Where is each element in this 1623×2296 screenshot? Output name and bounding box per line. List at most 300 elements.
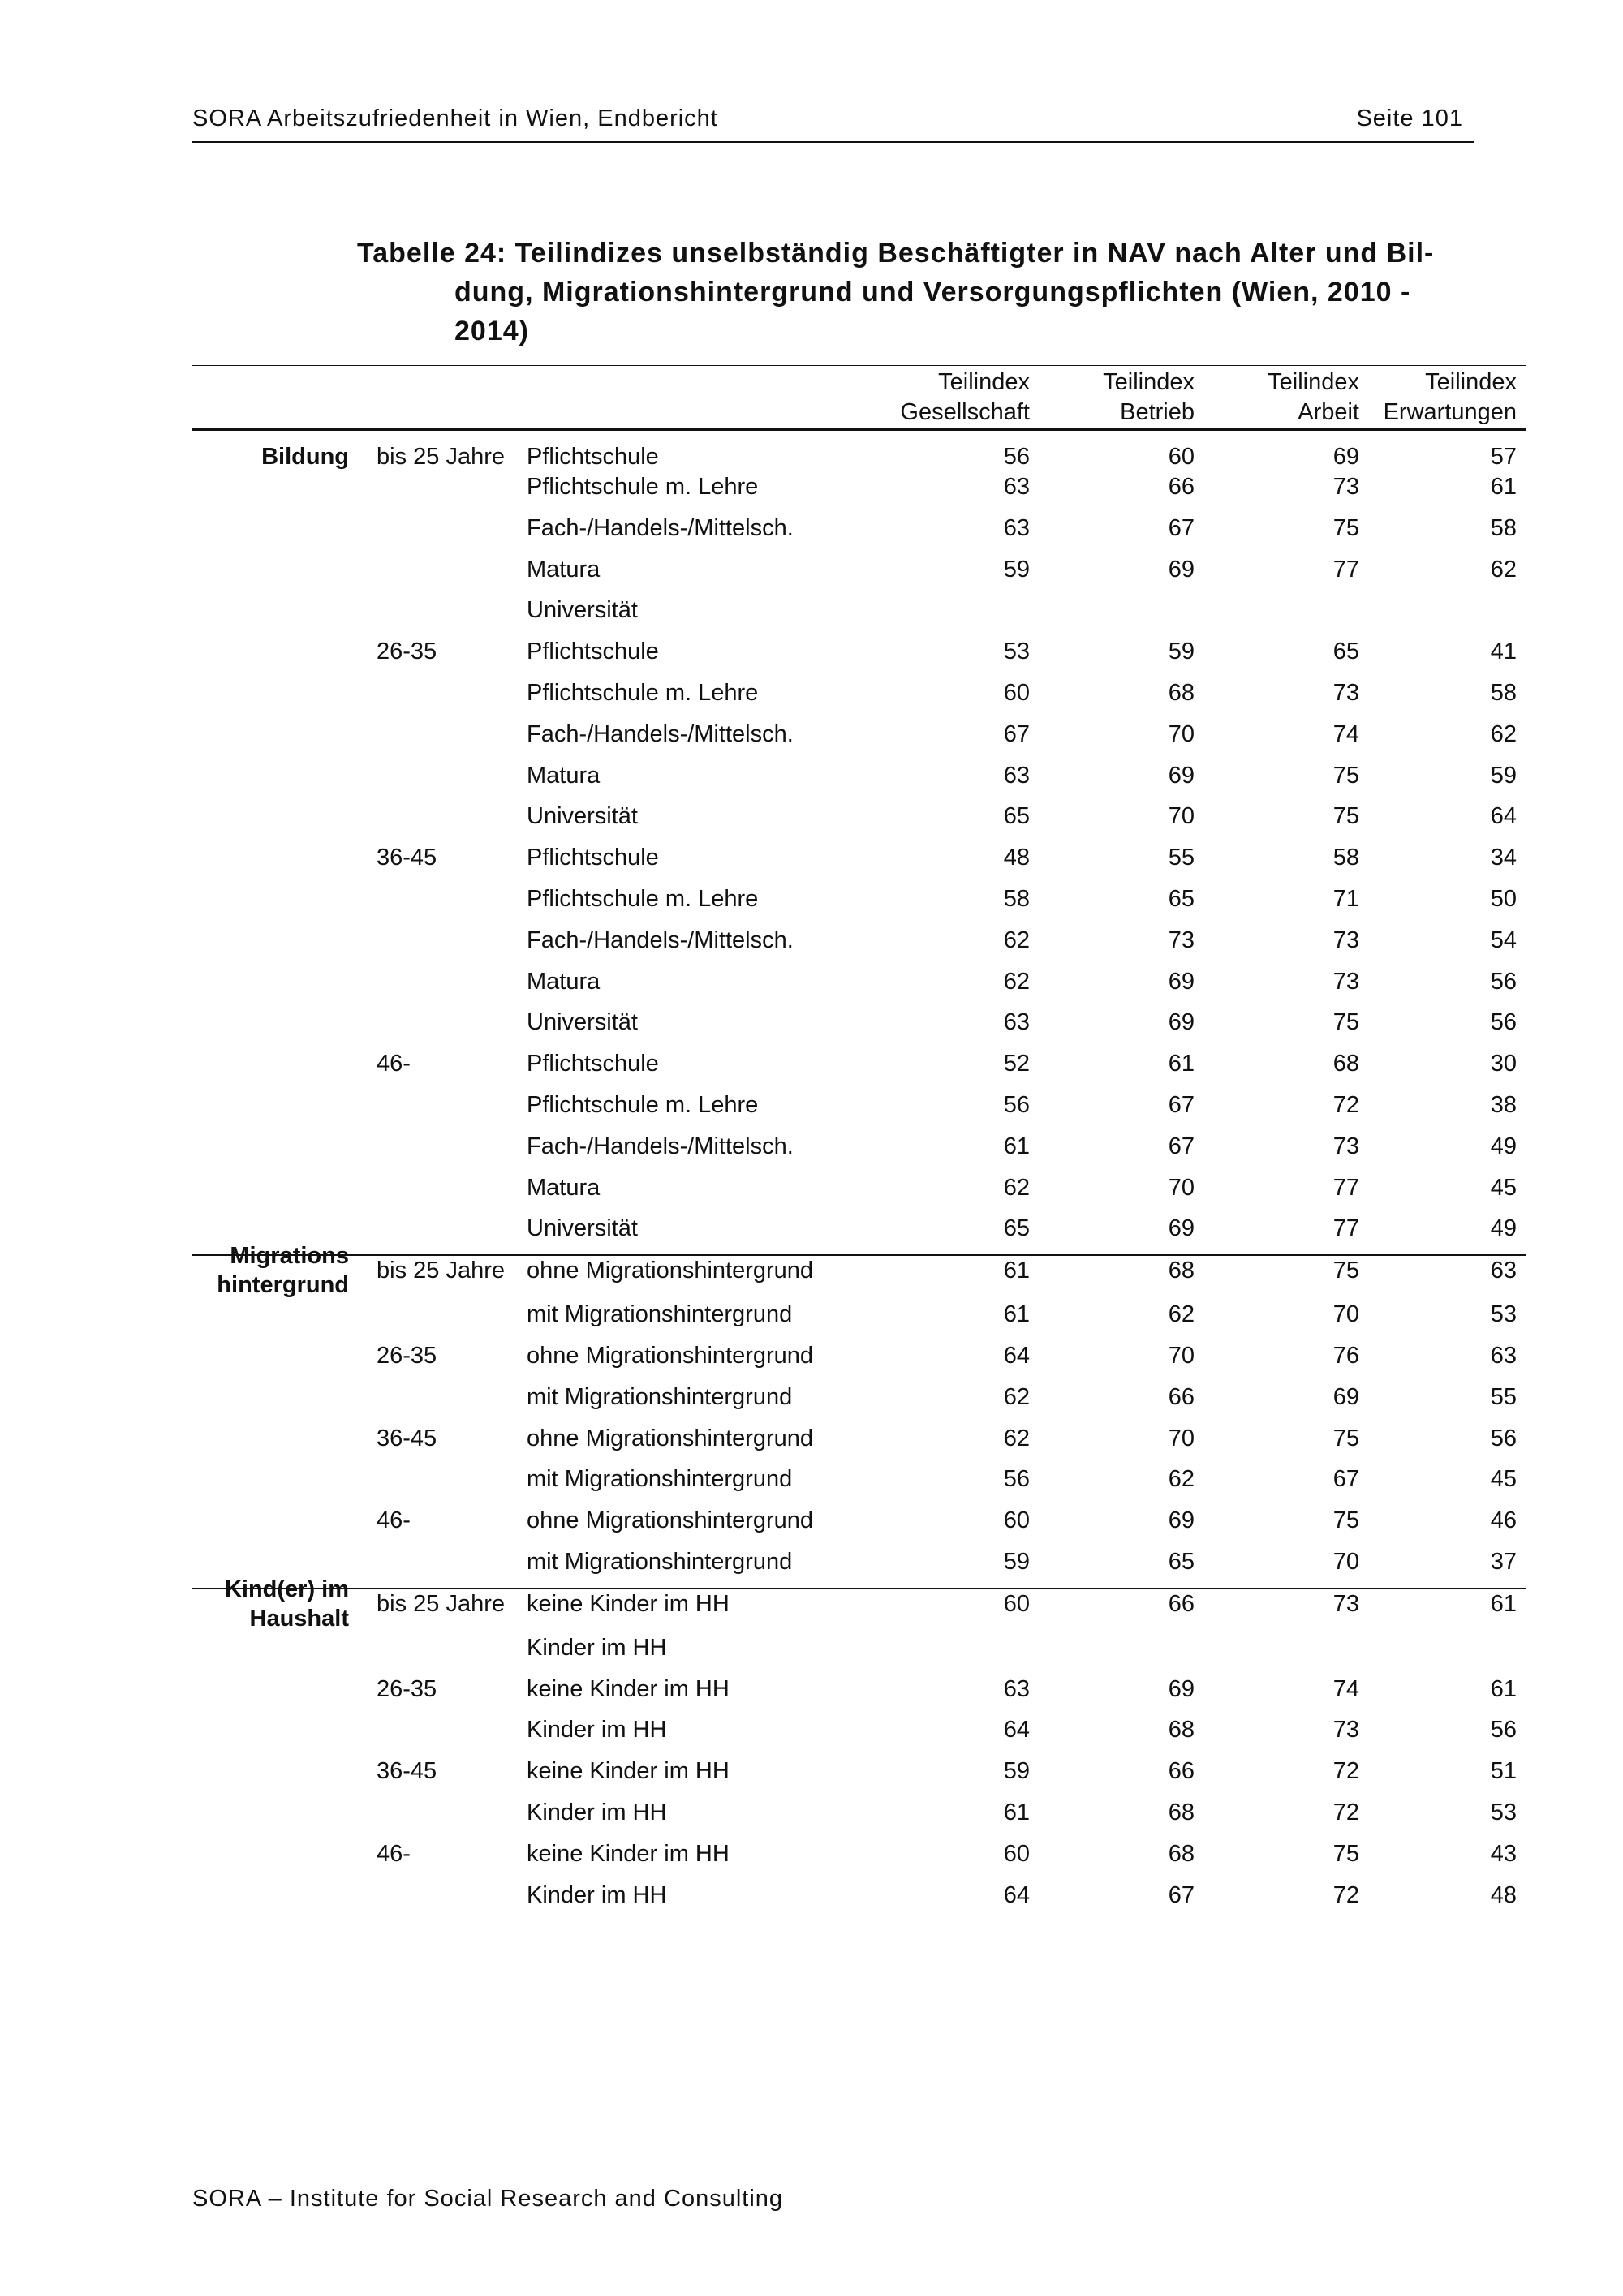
- value-gesellschaft: 56: [1003, 444, 1030, 470]
- value-erwartungen: 61: [1490, 1675, 1517, 1702]
- value-arbeit: 77: [1332, 556, 1359, 583]
- value-betrieb: 70: [1168, 1174, 1195, 1201]
- value-gesellschaft: 63: [1003, 474, 1030, 500]
- age-group: [359, 1008, 527, 1049]
- value-betrieb: 62: [1168, 1301, 1195, 1328]
- value-erwartungen: 53: [1490, 1301, 1517, 1328]
- value-betrieb: 69: [1168, 762, 1195, 789]
- group-label: Kind(er) im Haushalt: [224, 1576, 349, 1632]
- value-betrieb: 66: [1168, 1590, 1195, 1617]
- category-label: Kinder im HH: [527, 1881, 667, 1908]
- age-group: [359, 1547, 527, 1589]
- group-label: [192, 1173, 359, 1215]
- value-betrieb: 59: [1168, 638, 1195, 665]
- value-erwartungen: 56: [1490, 1009, 1517, 1036]
- value-erwartungen: 45: [1490, 1174, 1517, 1201]
- value-gesellschaft: 62: [1003, 968, 1030, 995]
- value-betrieb: 69: [1168, 1675, 1195, 1702]
- category-label: Matura: [527, 762, 601, 789]
- caption-line-1: Tabelle 24: Teilindizes unselbständig Beschäftigter in NAV nach Alter und Bil-: [357, 238, 1435, 269]
- value-betrieb: 70: [1168, 803, 1195, 830]
- value-arbeit: 75: [1332, 1840, 1359, 1867]
- table-row: [192, 1839, 1526, 1881]
- value-arbeit: 75: [1332, 1507, 1359, 1534]
- value-arbeit: 58: [1332, 845, 1359, 871]
- table-row: [192, 1341, 1526, 1382]
- group-label: [192, 761, 359, 802]
- table-row: [192, 595, 1526, 637]
- category-label: Pflichtschule: [527, 845, 659, 871]
- table-row: [192, 1589, 1526, 1633]
- value-gesellschaft: 63: [1003, 1009, 1030, 1036]
- value-arbeit: 75: [1332, 1258, 1359, 1284]
- group-label: [192, 1633, 359, 1675]
- value-betrieb: 62: [1168, 1466, 1195, 1493]
- category-label: ohne Migrationshintergrund: [527, 1425, 814, 1451]
- section-bildung: [192, 430, 1526, 1256]
- page-footer: SORA – Institute for Social Research and Consulting: [192, 2186, 784, 2212]
- table-row: [192, 1090, 1526, 1132]
- value-betrieb: 68: [1168, 679, 1195, 706]
- value-gesellschaft: 64: [1003, 1881, 1030, 1908]
- group-label: [192, 1341, 359, 1382]
- table-row: [192, 1382, 1526, 1424]
- value-gesellschaft: 60: [1003, 679, 1030, 706]
- age-group: [359, 1382, 527, 1424]
- value-arbeit: 75: [1332, 514, 1359, 541]
- age-group: 26-35: [377, 1675, 437, 1702]
- category-label: keine Kinder im HH: [527, 1675, 730, 1702]
- group-label: [192, 802, 359, 843]
- group-label: [192, 884, 359, 926]
- group-label: [192, 1464, 359, 1506]
- table-row: [192, 843, 1526, 884]
- value-erwartungen: 63: [1490, 1342, 1517, 1369]
- age-group: [359, 1300, 527, 1341]
- age-group: [359, 720, 527, 761]
- value-gesellschaft: 65: [877, 1214, 1040, 1255]
- category-label: Pflichtschule: [527, 1051, 659, 1077]
- category-label: Matura: [527, 968, 601, 995]
- category-label: mit Migrationshintergrund: [527, 1547, 877, 1589]
- value-arbeit: 73: [1332, 927, 1359, 953]
- value-erwartungen: 64: [1490, 803, 1517, 830]
- category-label: Fach-/Handels-/Mittelsch.: [527, 720, 794, 747]
- table-row: [192, 555, 1526, 596]
- value-arbeit: 75: [1332, 762, 1359, 789]
- table-row: [192, 1008, 1526, 1049]
- table-header: [192, 366, 1526, 430]
- value-gesellschaft: 53: [1003, 638, 1030, 665]
- age-group: [359, 595, 527, 637]
- table-row: [192, 761, 1526, 802]
- table-row: [192, 884, 1526, 926]
- teilindizes-table: [192, 365, 1526, 1921]
- group-label: Bildung: [261, 444, 349, 470]
- group-label: [192, 1715, 359, 1756]
- value-arbeit: 69: [1332, 444, 1359, 470]
- table-row: [192, 1675, 1526, 1716]
- value-erwartungen: [1369, 1633, 1526, 1675]
- age-group: 36-45: [377, 845, 437, 871]
- value-erwartungen: 56: [1490, 968, 1517, 995]
- value-betrieb: [1040, 595, 1204, 637]
- section-kinder-im-haushalt: [192, 1576, 1526, 1922]
- value-arbeit: 72: [1332, 1799, 1359, 1825]
- table-row: [192, 678, 1526, 720]
- table-row: [192, 802, 1526, 843]
- age-group: [359, 472, 527, 514]
- category-label: Pflichtschule m. Lehre: [527, 885, 759, 912]
- value-erwartungen: 30: [1490, 1051, 1517, 1077]
- table-row: [192, 1424, 1526, 1465]
- value-arbeit: 73: [1332, 679, 1359, 706]
- value-gesellschaft: 48: [1003, 845, 1030, 871]
- value-betrieb: 67: [1168, 1881, 1195, 1908]
- value-gesellschaft: 62: [1003, 1425, 1030, 1451]
- table-row: [192, 1633, 1526, 1675]
- value-betrieb: 66: [1168, 1383, 1195, 1410]
- value-betrieb: 69: [1168, 968, 1195, 995]
- value-arbeit: 75: [1332, 803, 1359, 830]
- caption-line-2: dung, Migrationshintergrund und Versorgungspflichten (Wien, 2010 -: [454, 277, 1411, 307]
- value-erwartungen: 55: [1490, 1383, 1517, 1410]
- table-row: [192, 1798, 1526, 1839]
- category-label: Universität: [527, 597, 638, 624]
- table-row: [192, 1756, 1526, 1798]
- value-gesellschaft: 61: [1003, 1258, 1030, 1284]
- value-gesellschaft: 61: [1003, 1301, 1030, 1328]
- value-gesellschaft: 62: [1003, 1383, 1030, 1410]
- value-erwartungen: 38: [1490, 1091, 1517, 1118]
- value-arbeit: [1204, 1633, 1369, 1675]
- category-label: keine Kinder im HH: [527, 1758, 730, 1785]
- age-group: [359, 967, 527, 1008]
- category-label: Fach-/Handels-/Mittelsch.: [527, 514, 794, 541]
- value-arbeit: 72: [1332, 1881, 1359, 1908]
- category-label: ohne Migrationshintergrund: [527, 1342, 814, 1369]
- value-gesellschaft: 59: [1003, 1758, 1030, 1785]
- age-group: [359, 555, 527, 596]
- value-arbeit: 65: [1332, 638, 1359, 665]
- value-gesellschaft: 60: [1003, 1840, 1030, 1867]
- page-number: Seite 101: [1356, 105, 1463, 131]
- category-label: Pflichtschule: [527, 638, 659, 665]
- category-label: Pflichtschule m. Lehre: [527, 679, 759, 706]
- value-betrieb: 66: [1168, 474, 1195, 500]
- value-arbeit: 75: [1332, 1425, 1359, 1451]
- age-group: 26-35: [377, 1342, 437, 1369]
- value-arbeit: 73: [1332, 1590, 1359, 1617]
- value-arbeit: 73: [1332, 1717, 1359, 1743]
- value-erwartungen: 54: [1490, 927, 1517, 953]
- group-label: [192, 1839, 359, 1881]
- table-row: [192, 514, 1526, 555]
- value-betrieb: 65: [1168, 885, 1195, 912]
- header-blank: [527, 366, 877, 430]
- value-betrieb: 61: [1168, 1051, 1195, 1077]
- value-erwartungen: 50: [1490, 885, 1517, 912]
- category-label: Universität: [527, 1009, 638, 1036]
- value-erwartungen: [1369, 595, 1526, 637]
- value-gesellschaft: 56: [1003, 1466, 1030, 1493]
- group-label: [192, 720, 359, 761]
- header-blank: [192, 366, 359, 430]
- category-label: Pflichtschule m. Lehre: [527, 474, 759, 500]
- value-gesellschaft: 52: [1003, 1051, 1030, 1077]
- group-label: [192, 1382, 359, 1424]
- value-gesellschaft: 64: [1003, 1717, 1030, 1743]
- column-header-arbeit: Teilindex Arbeit: [1204, 366, 1369, 430]
- age-group: [359, 1173, 527, 1215]
- value-betrieb: 70: [1168, 1342, 1195, 1369]
- age-group: [359, 514, 527, 555]
- age-group: [359, 1090, 527, 1132]
- value-betrieb: 68: [1168, 1717, 1195, 1743]
- age-group: [359, 1464, 527, 1506]
- table-row: [192, 1255, 1526, 1300]
- group-label: [192, 1424, 359, 1465]
- age-group: 46-: [377, 1051, 411, 1077]
- value-erwartungen: 63: [1490, 1258, 1517, 1284]
- age-group: [359, 802, 527, 843]
- value-erwartungen: 53: [1490, 1799, 1517, 1825]
- age-group: 26-35: [377, 638, 437, 665]
- value-betrieb: 66: [1168, 1758, 1195, 1785]
- value-erwartungen: 59: [1490, 762, 1517, 789]
- group-label: [192, 967, 359, 1008]
- value-betrieb: 69: [1040, 1214, 1204, 1255]
- value-betrieb: 69: [1168, 1009, 1195, 1036]
- value-gesellschaft: 63: [1003, 514, 1030, 541]
- value-erwartungen: 49: [1369, 1214, 1526, 1255]
- value-gesellschaft: 63: [1003, 1675, 1030, 1702]
- age-group: [359, 761, 527, 802]
- group-label: [192, 1049, 359, 1090]
- age-group: [359, 1798, 527, 1839]
- category-label: mit Migrationshintergrund: [527, 1466, 793, 1493]
- age-group: bis 25 Jahre: [377, 1258, 505, 1284]
- value-erwartungen: 62: [1490, 556, 1517, 583]
- value-betrieb: 70: [1168, 720, 1195, 747]
- age-group: [359, 1633, 527, 1675]
- group-label: [192, 926, 359, 967]
- page-header: [192, 104, 1474, 143]
- group-label: [192, 1132, 359, 1173]
- table-row: [192, 1881, 1526, 1922]
- group-label: [192, 843, 359, 884]
- table-row: [192, 637, 1526, 678]
- value-erwartungen: 62: [1490, 720, 1517, 747]
- category-label: Pflichtschule: [527, 444, 659, 470]
- group-label: [192, 1008, 359, 1049]
- value-betrieb: 60: [1168, 444, 1195, 470]
- value-arbeit: 75: [1332, 1009, 1359, 1036]
- value-gesellschaft: 60: [1003, 1590, 1030, 1617]
- value-gesellschaft: 62: [1003, 1174, 1030, 1201]
- group-label: [192, 1675, 359, 1716]
- age-group: [359, 678, 527, 720]
- value-erwartungen: 48: [1490, 1881, 1517, 1908]
- table-row: [192, 1464, 1526, 1506]
- category-label: Matura: [527, 1174, 601, 1201]
- category-label: ohne Migrationshintergrund: [527, 1507, 814, 1534]
- age-group: 36-45: [377, 1425, 437, 1451]
- group-label: [192, 1881, 359, 1922]
- value-erwartungen: 45: [1490, 1466, 1517, 1493]
- value-arbeit: 69: [1332, 1383, 1359, 1410]
- value-arbeit: 71: [1332, 885, 1359, 912]
- table-row: [192, 1300, 1526, 1341]
- value-arbeit: 73: [1332, 968, 1359, 995]
- table-row: [192, 1506, 1526, 1547]
- value-gesellschaft: 56: [1003, 1091, 1030, 1118]
- category-label: Pflichtschule m. Lehre: [527, 1091, 759, 1118]
- value-erwartungen: 57: [1490, 444, 1517, 470]
- group-label: [192, 555, 359, 596]
- value-arbeit: 68: [1332, 1051, 1359, 1077]
- value-gesellschaft: 58: [1003, 885, 1030, 912]
- category-label: mit Migrationshintergrund: [527, 1383, 793, 1410]
- value-erwartungen: 61: [1490, 474, 1517, 500]
- value-gesellschaft: [877, 1633, 1040, 1675]
- table-row: [192, 1049, 1526, 1090]
- age-group: 46-: [377, 1507, 411, 1534]
- category-label: keine Kinder im HH: [527, 1590, 730, 1617]
- value-erwartungen: 58: [1490, 514, 1517, 541]
- age-group: 36-45: [377, 1758, 437, 1785]
- category-label: ohne Migrationshintergrund: [527, 1258, 814, 1284]
- value-erwartungen: 56: [1490, 1425, 1517, 1451]
- value-arbeit: 70: [1332, 1301, 1359, 1328]
- group-label: [192, 1300, 359, 1341]
- table-row: [192, 1214, 1526, 1255]
- value-betrieb: 67: [1168, 1091, 1195, 1118]
- value-betrieb: 69: [1168, 556, 1195, 583]
- table-row: [192, 472, 1526, 514]
- age-group: 46-: [377, 1840, 411, 1867]
- table-row: [192, 967, 1526, 1008]
- value-gesellschaft: 61: [1003, 1133, 1030, 1159]
- table-row: [192, 720, 1526, 761]
- value-arbeit: 73: [1332, 1133, 1359, 1159]
- age-group: [359, 1214, 527, 1255]
- table-row: [192, 1132, 1526, 1173]
- column-header-erwartungen: Teilindex Erwartungen: [1369, 366, 1526, 430]
- value-erwartungen: 56: [1490, 1717, 1517, 1743]
- value-erwartungen: 41: [1490, 638, 1517, 665]
- value-arbeit: 77: [1332, 1174, 1359, 1201]
- table-row: [192, 1547, 1526, 1589]
- value-betrieb: 68: [1168, 1799, 1195, 1825]
- group-label: Migrations hintergrund: [217, 1243, 349, 1299]
- value-betrieb: 67: [1168, 1133, 1195, 1159]
- value-arbeit: 67: [1332, 1466, 1359, 1493]
- value-gesellschaft: [877, 595, 1040, 637]
- column-header-betrieb: Teilindex Betrieb: [1040, 366, 1204, 430]
- value-gesellschaft: 63: [1003, 762, 1030, 789]
- value-arbeit: 74: [1332, 1675, 1359, 1702]
- value-gesellschaft: 64: [1003, 1342, 1030, 1369]
- group-label: [192, 472, 359, 514]
- category-label: Fach-/Handels-/Mittelsch.: [527, 927, 794, 953]
- age-group: [359, 1715, 527, 1756]
- value-erwartungen: 58: [1490, 679, 1517, 706]
- value-gesellschaft: 67: [1003, 720, 1030, 747]
- group-label: [192, 678, 359, 720]
- category-label: keine Kinder im HH: [527, 1840, 730, 1867]
- category-label: Fach-/Handels-/Mittelsch.: [527, 1133, 794, 1159]
- group-label: [192, 595, 359, 637]
- value-arbeit: 72: [1332, 1091, 1359, 1118]
- age-group: [359, 1132, 527, 1173]
- value-arbeit: [1204, 595, 1369, 637]
- value-arbeit: 77: [1204, 1214, 1369, 1255]
- category-label: Kinder im HH: [527, 1799, 667, 1825]
- value-arbeit: 72: [1332, 1758, 1359, 1785]
- column-header-gesellschaft: Teilindex Gesellschaft: [877, 366, 1040, 430]
- table-row: [192, 1173, 1526, 1215]
- value-gesellschaft: 59: [1003, 556, 1030, 583]
- section-migrationshintergrund: [192, 1243, 1526, 1589]
- group-label: [192, 1798, 359, 1839]
- value-erwartungen: 61: [1490, 1590, 1517, 1617]
- group-label: [192, 1506, 359, 1547]
- value-arbeit: 74: [1332, 720, 1359, 747]
- category-label: Universität: [527, 1214, 877, 1255]
- age-group: [359, 926, 527, 967]
- value-betrieb: 67: [1168, 514, 1195, 541]
- report-title: SORA Arbeitszufriedenheit in Wien, Endbericht: [192, 105, 718, 131]
- value-betrieb: 68: [1168, 1840, 1195, 1867]
- value-betrieb: 70: [1168, 1425, 1195, 1451]
- value-betrieb: 55: [1168, 845, 1195, 871]
- value-betrieb: 65: [1040, 1547, 1204, 1589]
- value-betrieb: 68: [1168, 1258, 1195, 1284]
- age-group: [359, 884, 527, 926]
- age-group: bis 25 Jahre: [377, 444, 505, 470]
- table-row: [192, 926, 1526, 967]
- value-erwartungen: 34: [1490, 845, 1517, 871]
- value-betrieb: 69: [1168, 1507, 1195, 1534]
- table-row: [192, 1715, 1526, 1756]
- value-erwartungen: 51: [1490, 1758, 1517, 1785]
- table-caption: [357, 234, 1461, 350]
- value-gesellschaft: 62: [1003, 927, 1030, 953]
- value-erwartungen: 37: [1369, 1547, 1526, 1589]
- value-erwartungen: 46: [1490, 1507, 1517, 1534]
- group-label: [192, 637, 359, 678]
- value-erwartungen: 49: [1490, 1133, 1517, 1159]
- value-erwartungen: 43: [1490, 1840, 1517, 1867]
- category-label: mit Migrationshintergrund: [527, 1301, 793, 1328]
- category-label: Universität: [527, 803, 638, 830]
- header-blank: [359, 366, 527, 430]
- value-gesellschaft: 65: [1003, 803, 1030, 830]
- value-arbeit: 70: [1204, 1547, 1369, 1589]
- value-betrieb: [1040, 1633, 1204, 1675]
- category-label: Kinder im HH: [527, 1634, 667, 1661]
- value-arbeit: 73: [1332, 474, 1359, 500]
- value-arbeit: 76: [1332, 1342, 1359, 1369]
- value-gesellschaft: 60: [1003, 1507, 1030, 1534]
- group-label: [192, 514, 359, 555]
- age-group: bis 25 Jahre: [377, 1590, 505, 1617]
- group-label: [192, 1090, 359, 1132]
- group-label: [192, 1756, 359, 1798]
- category-label: Matura: [527, 556, 601, 583]
- value-gesellschaft: 61: [1003, 1799, 1030, 1825]
